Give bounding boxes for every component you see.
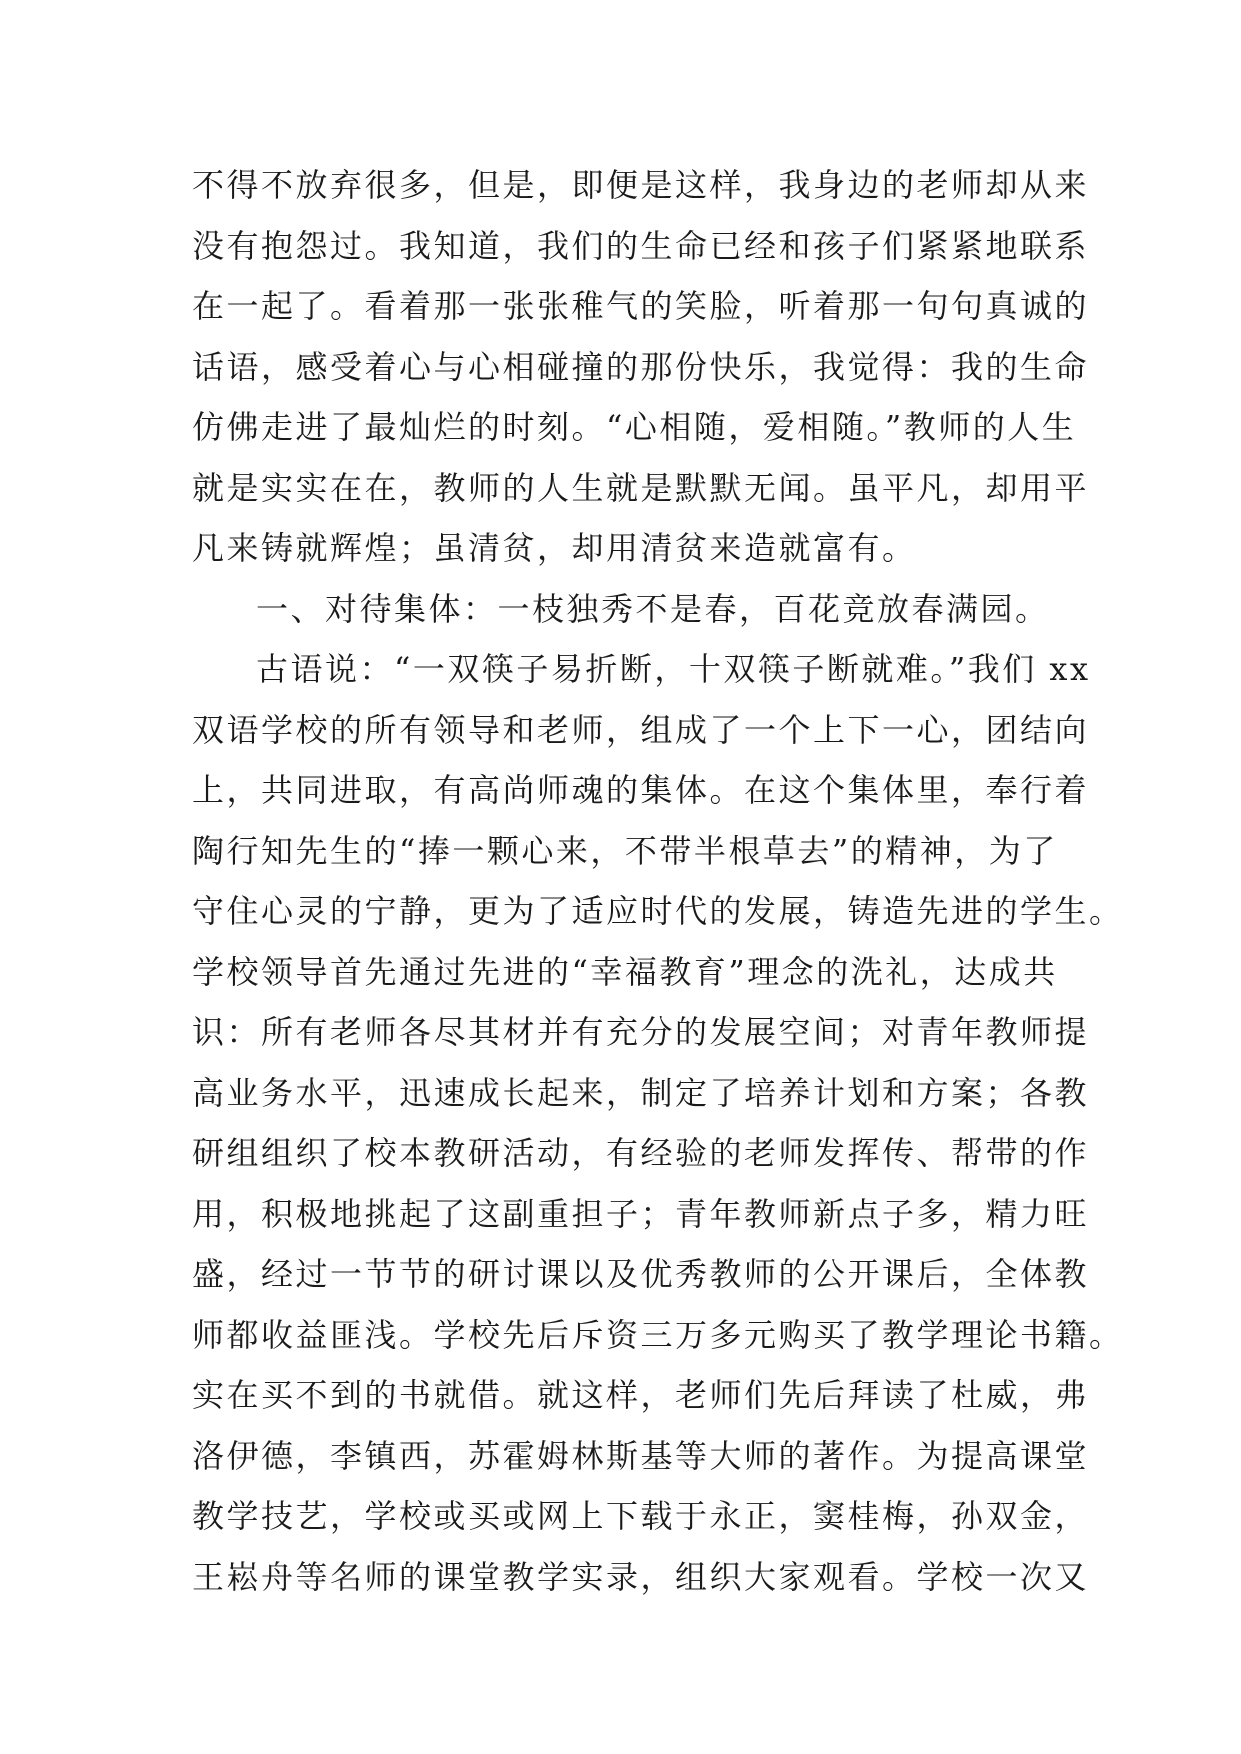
text-line: 盛，经过一节节的研讨课以及优秀教师的公开课后，全体教 xyxy=(192,1255,1090,1293)
text-line: 教学技艺，学校或买或网上下载于永正，窦桂梅，孙双金， xyxy=(192,1497,1090,1535)
text-line: 古语说：“一双筷子易折断，十双筷子断就难。”我们 xx xyxy=(256,650,1091,688)
text-line: 凡来铸就辉煌；虽清贫，却用清贫来造就富有。 xyxy=(192,529,917,567)
text-line: 王崧舟等名师的课堂教学实录，组织大家观看。学校一次又 xyxy=(192,1557,1090,1596)
text-line: 学校领导首先通过先进的“幸福教育”理念的洗礼，达成共 xyxy=(192,952,1058,991)
text-line: 陶行知先生的“捧一颗心来，不带半根草去”的精神，为了 xyxy=(192,831,1058,870)
text-line: 识：所有老师各尽其材并有充分的发展空间；对青年教师提 xyxy=(192,1013,1090,1051)
text-line: 仿佛走进了最灿烂的时刻。“心相随，爱相随。”教师的人生 xyxy=(192,408,1077,446)
text-line: 洛伊德，李镇西，苏霍姆林斯基等大师的著作。为提高课堂 xyxy=(192,1436,1090,1475)
text-line: 守住心灵的宁静，更为了适应时代的发展，铸造先进的学生。 xyxy=(192,892,1124,930)
text-line: 就是实实在在，教师的人生就是默默无闻。虽平凡，却用平 xyxy=(192,468,1090,507)
text-line: 在一起了。看着那一张张稚气的笑脸，听着那一句句真诚的 xyxy=(192,287,1090,325)
text-line: 一、对待集体：一枝独秀不是春，百花竞放春满园。 xyxy=(256,589,1050,628)
text-line: 不得不放弃很多，但是，即便是这样，我身边的老师却从来 xyxy=(192,166,1090,204)
document-body xyxy=(192,155,1124,1607)
text-line: 研组组织了校本教研活动，有经验的老师发挥传、帮带的作 xyxy=(192,1134,1090,1172)
text-line: 没有抱怨过。我知道，我们的生命已经和孩子们紧紧地联系 xyxy=(192,226,1090,265)
text-line: 上，共同进取，有高尚师魂的集体。在这个集体里，奉行着 xyxy=(192,771,1090,809)
text-line: 用，积极地挑起了这副重担子；青年教师新点子多，精力旺 xyxy=(192,1194,1090,1233)
text-line: 实在买不到的书就借。就这样，老师们先后拜读了杜威，弗 xyxy=(192,1376,1090,1414)
text-line: 话语，感受着心与心相碰撞的那份快乐，我觉得：我的生命 xyxy=(192,347,1090,386)
text-line: 双语学校的所有领导和老师，组成了一个上下一心，团结向 xyxy=(192,710,1090,749)
text-line: 师都收益匪浅。学校先后斥资三万多元购买了教学理论书籍。 xyxy=(192,1315,1124,1354)
text-line: 高业务水平，迅速成长起来，制定了培养计划和方案；各教 xyxy=(192,1073,1090,1112)
